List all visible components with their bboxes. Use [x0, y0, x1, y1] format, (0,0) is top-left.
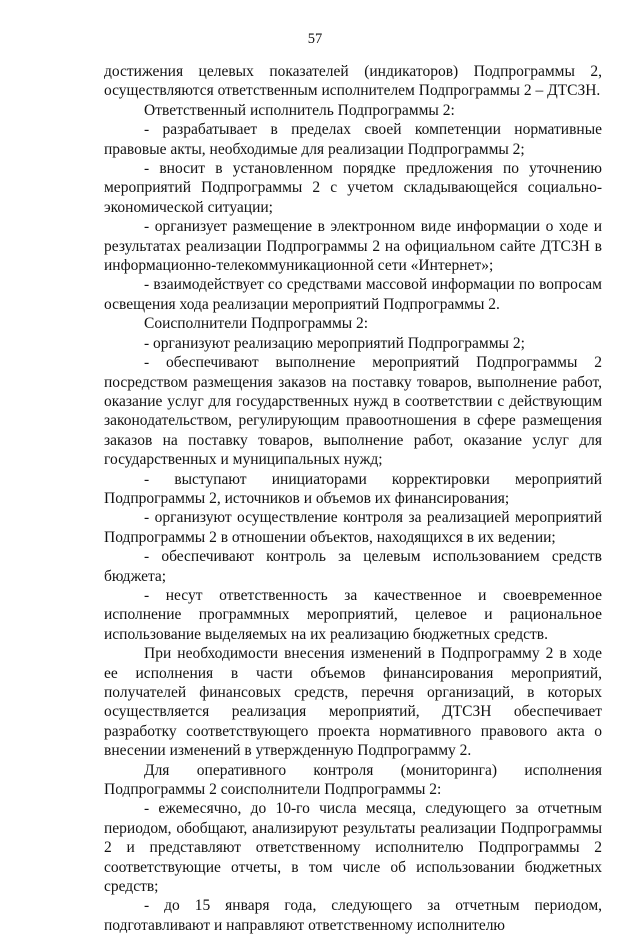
paragraph: - организуют осуществление контроля за реализацией мероприятий Подпрограммы 2 в отношении объектов, находящихся в их ведении;	[104, 509, 602, 546]
paragraph: При необходимости внесения изменений в Подпрограмму 2 в ходе ее исполнения в части объемов финансирования мероприятий, получателей финансовых средств, перечня организаций, в которых осуществляется реализация мероприятий, ДТСЗН обеспечивает разработку соответствующего проекта нормативного правового акта о внесении изменений в утвержденную Подпрограмму 2.	[104, 645, 602, 760]
paragraph: - выступают инициаторами корректировки мероприятий Подпрограммы 2, источников и объемов их финансирования;	[104, 470, 602, 507]
paragraph: - до 15 января года, следующего за отчетным периодом, подготавливают и направляют ответственному исполнителю	[104, 897, 602, 934]
paragraph: Ответственный исполнитель Подпрограммы 2:	[144, 101, 455, 119]
paragraph: - взаимодействует со средствами массовой информации по вопросам освещения хода реализации мероприятий Подпрограммы 2.	[104, 276, 602, 313]
paragraph: достижения целевых показателей (индикаторов) Подпрограммы 2, осуществляются ответственным исполнителем Подпрограммы 2 – ДТСЗН.	[104, 63, 602, 100]
paragraph: - обеспечивают выполнение мероприятий Подпрограммы 2 посредством размещения заказов на поставку товаров, выполнение работ, оказание услуг для государственных нужд в соответствии с действующим законодательством, регулирующим правоотношения в сфере размещения заказов на поставку товаров, выполнение работ, оказание услуг для государственных и муниципальных нужд;	[104, 354, 602, 469]
paragraph: - организуют реализацию мероприятий Подпрограммы 2;	[144, 334, 525, 352]
paragraph: - обеспечивают контроль за целевым использованием средств бюджета;	[104, 548, 602, 585]
paragraph: Для оперативного контроля (мониторинга) исполнения Подпрограммы 2 соисполнители Подпрограммы 2:	[104, 761, 602, 799]
paragraph: - организует размещение в электронном виде информации о ходе и результатах реализации Подпрограммы 2 на официальном сайте ДТСЗН в информационно-телекоммуникационной сети «Интернет»;	[104, 218, 602, 275]
body-text	[104, 62, 602, 935]
paragraph: - ежемесячно, до 10-го числа месяца, следующего за отчетным периодом, обобщают, анализируют результаты реализации Подпрограммы 2 и представляют ответственному исполнителю Подпрограммы 2 соответствующие отчеты, в том числе об использовании бюджетных средств;	[104, 800, 602, 896]
page-number: 57	[307, 31, 323, 47]
paragraph: - несут ответственность за качественное и своевременное исполнение программных мероприятий, целевое и рациональное использование выделяемых на их реализацию бюджетных средств.	[104, 586, 602, 643]
paragraph: - разрабатывает в пределах своей компетенции нормативные правовые акты, необходимые для реализации Подпрограммы 2;	[104, 121, 602, 158]
paragraph: Соисполнители Подпрограммы 2:	[144, 315, 369, 333]
paragraph: - вносит в установленном порядке предложения по уточнению мероприятий Подпрограммы 2 с учетом складывающейся социально-экономической ситуации;	[104, 160, 602, 216]
